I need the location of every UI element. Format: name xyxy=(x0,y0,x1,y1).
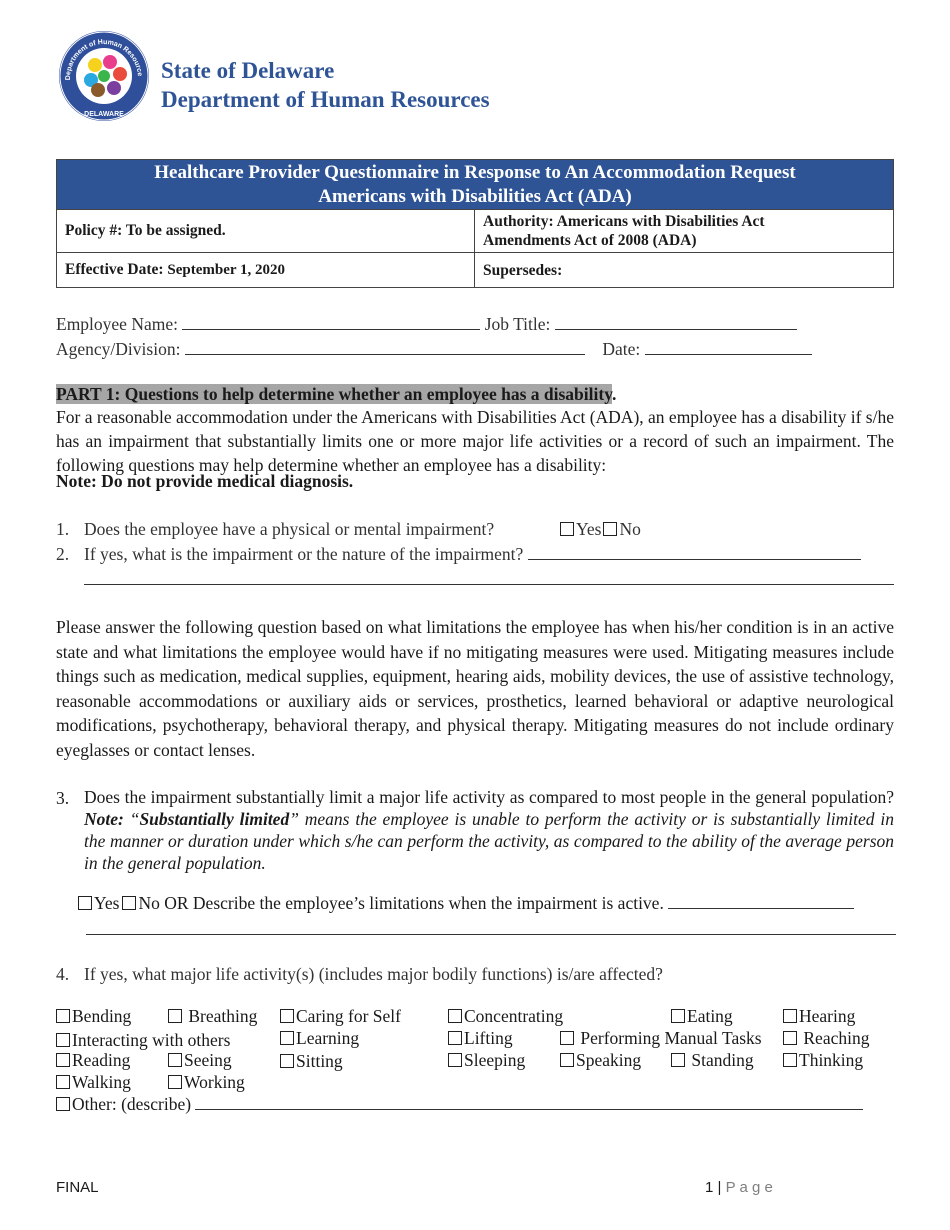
q1-yes-checkbox[interactable] xyxy=(560,522,574,536)
part1-intro: For a reasonable accommodation under the Americans with Disabilities Act (ADA), an employee has a disability if s/he has an impairment that substantially limits one or more major life activities or a record of such an impairment. The following questions may help determine whether an employee has a disability: xyxy=(56,407,894,475)
form-title xyxy=(57,160,893,209)
logo-ring-text: Department of Human Resource xyxy=(64,38,143,81)
q2-answer-line-2[interactable] xyxy=(84,584,894,585)
activity-reaching[interactable]: Reaching xyxy=(783,1027,869,1049)
activity-working[interactable]: Working xyxy=(168,1071,245,1093)
activity-caring-for-self[interactable]: Caring for Self xyxy=(280,1005,401,1027)
activity-bending[interactable]: Bending xyxy=(56,1005,131,1027)
policy-table xyxy=(56,159,894,288)
date-field[interactable] xyxy=(645,340,812,355)
activity-sleeping[interactable]: Sleeping xyxy=(448,1049,525,1071)
svg-text:Department of Human Resources xyxy=(58,30,143,80)
q3-no-checkbox[interactable] xyxy=(122,896,136,910)
activity-learning[interactable]: Learning xyxy=(280,1027,359,1049)
activity-breathing[interactable]: Breathing xyxy=(168,1005,257,1027)
activity-eating[interactable]: Eating xyxy=(671,1005,733,1027)
question-3: Does the impairment substantially limit a major life activity as compared to most people in the general population? Note: “Substantially limited” means the employee is unable to perform the activity or is substantially limited in the manner or duration under which s/he can perform the activity, as compared to the ability of the average person in the general population. xyxy=(84,787,894,873)
agency-field[interactable] xyxy=(185,340,585,355)
effective-date: Effective Date: September 1, 2020 xyxy=(57,253,475,287)
job-title-label: Job Title: xyxy=(484,314,551,334)
q3-answer-line-2[interactable] xyxy=(86,934,896,935)
org-name: State of Delaware xyxy=(161,58,335,83)
activity-walking[interactable]: Walking xyxy=(56,1071,131,1093)
supersedes: Supersedes: xyxy=(483,261,563,279)
part1-heading: PART 1: Questions to help determine whether an employee has a disability. xyxy=(56,384,617,404)
q1-no-checkbox[interactable] xyxy=(603,522,617,536)
question-4: 4. If yes, what major life activity(s) (includes major bodily functions) is/are affected? xyxy=(56,964,663,984)
activity-sitting[interactable]: Sitting xyxy=(280,1050,343,1072)
agency-label: Agency/Division: xyxy=(56,339,181,359)
title-line-2: Americans with Disabilities Act (ADA) xyxy=(318,186,632,207)
q1-options: Yes No xyxy=(560,517,641,541)
question-2: 2. If yes, what is the impairment or the nature of the impairment? xyxy=(56,542,861,566)
q3-limitations-field[interactable] xyxy=(668,894,854,909)
logo-bottom-text: DELAWARE xyxy=(84,111,124,118)
page-number: 1 | P a g e xyxy=(705,1179,773,1196)
department-name: Department of Human Resources xyxy=(161,87,490,112)
question-1: 1. Does the employee have a physical or mental impairment? xyxy=(56,519,495,539)
date-label: Date: xyxy=(602,339,641,359)
activity-speaking[interactable]: Speaking xyxy=(560,1049,641,1071)
activity-lifting[interactable]: Lifting xyxy=(448,1027,513,1049)
activity-seeing[interactable]: Seeing xyxy=(168,1049,232,1071)
activity-interacting[interactable]: Interacting with others xyxy=(56,1029,230,1051)
q3-yes-checkbox[interactable] xyxy=(78,896,92,910)
activity-hearing[interactable]: Hearing xyxy=(783,1005,855,1027)
activity-manual-tasks[interactable]: Performing Manual Tasks xyxy=(560,1027,762,1049)
title-line-1: Healthcare Provider Questionnaire in Response to An Accommodation Request xyxy=(154,162,796,183)
authority: Authority: Americans with Disabilities Act Amendments Act of 2008 (ADA) xyxy=(483,213,765,249)
question-3-num: 3. xyxy=(56,788,70,808)
activity-standing[interactable]: Standing xyxy=(671,1049,754,1071)
activity-other[interactable]: Other: (describe) xyxy=(56,1093,863,1115)
footer-status: FINAL xyxy=(56,1179,99,1196)
activity-thinking[interactable]: Thinking xyxy=(783,1049,863,1071)
mitigating-measures-paragraph: Please answer the following question based on what limitations the employee has when his/her condition is in an active state and what limitations the employee would have if no mitigating measures were used. Mitigating measures include things such as medication, medical supplies, equipment, hearing aids, mobility devices, the use of assistive technology, reasonable accommodations or auxiliary aids or services, prosthetics, learned behavioral or adaptive neurological modifications, psychotherapy, behavioral therapy, and physical therapy. Mitigating measures do not include ordinary eyeglasses or contact lenses. xyxy=(56,617,894,760)
q2-answer-field[interactable] xyxy=(528,545,861,560)
effective-date-value: September 1, 2020 xyxy=(167,261,286,278)
part1-note: Note: Do not provide medical diagnosis. xyxy=(56,471,354,491)
job-title-field[interactable] xyxy=(555,315,797,330)
employee-name-field[interactable] xyxy=(182,315,480,330)
employee-name-label: Employee Name: xyxy=(56,314,178,334)
activity-reading[interactable]: Reading xyxy=(56,1049,130,1071)
activity-concentrating[interactable]: Concentrating xyxy=(448,1005,563,1027)
other-describe-field[interactable] xyxy=(195,1095,863,1110)
q3-options: Yes No OR Describe the employee’s limitations when the impairment is active. xyxy=(78,891,854,915)
policy-number: Policy #: To be assigned. xyxy=(57,210,475,252)
